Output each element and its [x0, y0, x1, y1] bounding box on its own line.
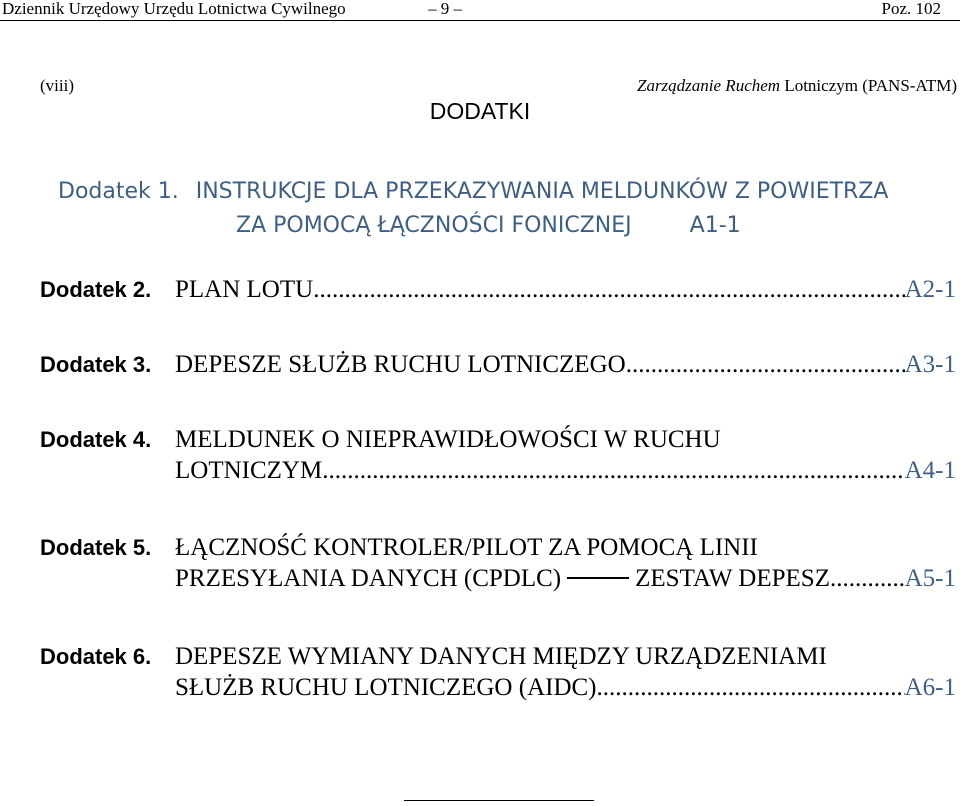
dot-leader — [597, 672, 905, 703]
toc-entry-4-page: A4-1 — [904, 457, 956, 484]
toc-entry-5-title2a: PRZESYŁANIA DANYCH (CPDLC) — [175, 565, 562, 592]
toc-entry-4-title2: LOTNICZYM — [175, 457, 323, 484]
toc-entry-6-label: Dodatek 6. — [40, 644, 152, 669]
toc-entry-1-line1 — [58, 175, 958, 209]
toc-entry-1-label: Dodatek 1. — [58, 179, 179, 204]
toc-entry-6-title1: DEPESZE WYMIANY DANYCH MIĘDZY URZĄDZENIAMI — [175, 643, 827, 670]
toc-entry-3[interactable] — [40, 349, 956, 380]
section-number: (viii) — [40, 76, 74, 95]
dot-leader — [830, 563, 905, 594]
toc-entry-5[interactable] — [40, 532, 956, 594]
dot-leader — [313, 274, 904, 305]
toc-entry-1-title2: ZA POMOCĄ ŁĄCZNOŚCI FONICZNEJ — [236, 213, 632, 238]
toc-entry-2-title: PLAN LOTU — [175, 276, 314, 303]
toc-entry-2[interactable] — [40, 274, 956, 305]
toc-entry-5-title1: ŁĄCZNOŚĆ KONTROLER/PILOT ZA POMOCĄ LINII — [175, 534, 758, 561]
journal-title: Dziennik Urzędowy Urzędu Lotnictwa Cywilnego — [2, 0, 346, 18]
document-subtitle — [637, 76, 957, 96]
em-dash — [567, 577, 629, 579]
toc-entry-6-title2: SŁUŻB RUCHU LOTNICZEGO (AIDC) — [175, 674, 597, 701]
dot-leader — [322, 455, 904, 486]
toc-entry-1-page: A1-1 — [689, 213, 741, 238]
page-number: – 9 – — [428, 0, 462, 18]
toc-entry-1-line2 — [58, 209, 958, 243]
toc-entry-3-title: DEPESZE SŁUŻB RUCHU LOTNICZEGO — [175, 351, 626, 378]
toc-entry-5-title2b: ZESTAW DEPESZ — [635, 565, 830, 592]
dot-leader — [626, 349, 905, 380]
toc-entry-5-label: Dodatek 5. — [40, 535, 152, 560]
toc-entry-2-label: Dodatek 2. — [40, 277, 152, 302]
page-title: DODATKI — [429, 98, 531, 124]
toc-entry-3-page: A3-1 — [904, 351, 956, 378]
toc-entry-2-page: A2-1 — [904, 276, 956, 303]
position-number: Poz. 102 — [881, 0, 941, 18]
footer-rule — [404, 800, 594, 801]
toc-entry-1-title1: INSTRUKCJE DLA PRZEKAZYWANIA MELDUNKÓW Z POWIETRZA — [195, 179, 889, 204]
toc-entry-5-page: A5-1 — [904, 565, 956, 592]
toc-entry-4-title1: MELDUNEK O NIEPRAWIDŁOWOŚCI W RUCHU — [175, 426, 721, 453]
page-header — [0, 0, 960, 21]
toc-entry-4-label: Dodatek 4. — [40, 427, 152, 452]
toc-entry-1[interactable] — [58, 175, 958, 243]
toc-entry-4[interactable] — [40, 424, 956, 486]
subtitle-italic: Zarządzanie Ruchem — [636, 76, 781, 95]
toc-entry-3-label: Dodatek 3. — [40, 352, 152, 377]
subtitle-rest: Lotniczym (PANS-ATM) — [780, 76, 957, 95]
toc-entry-6[interactable] — [40, 641, 956, 703]
toc-entry-6-page: A6-1 — [904, 674, 956, 701]
